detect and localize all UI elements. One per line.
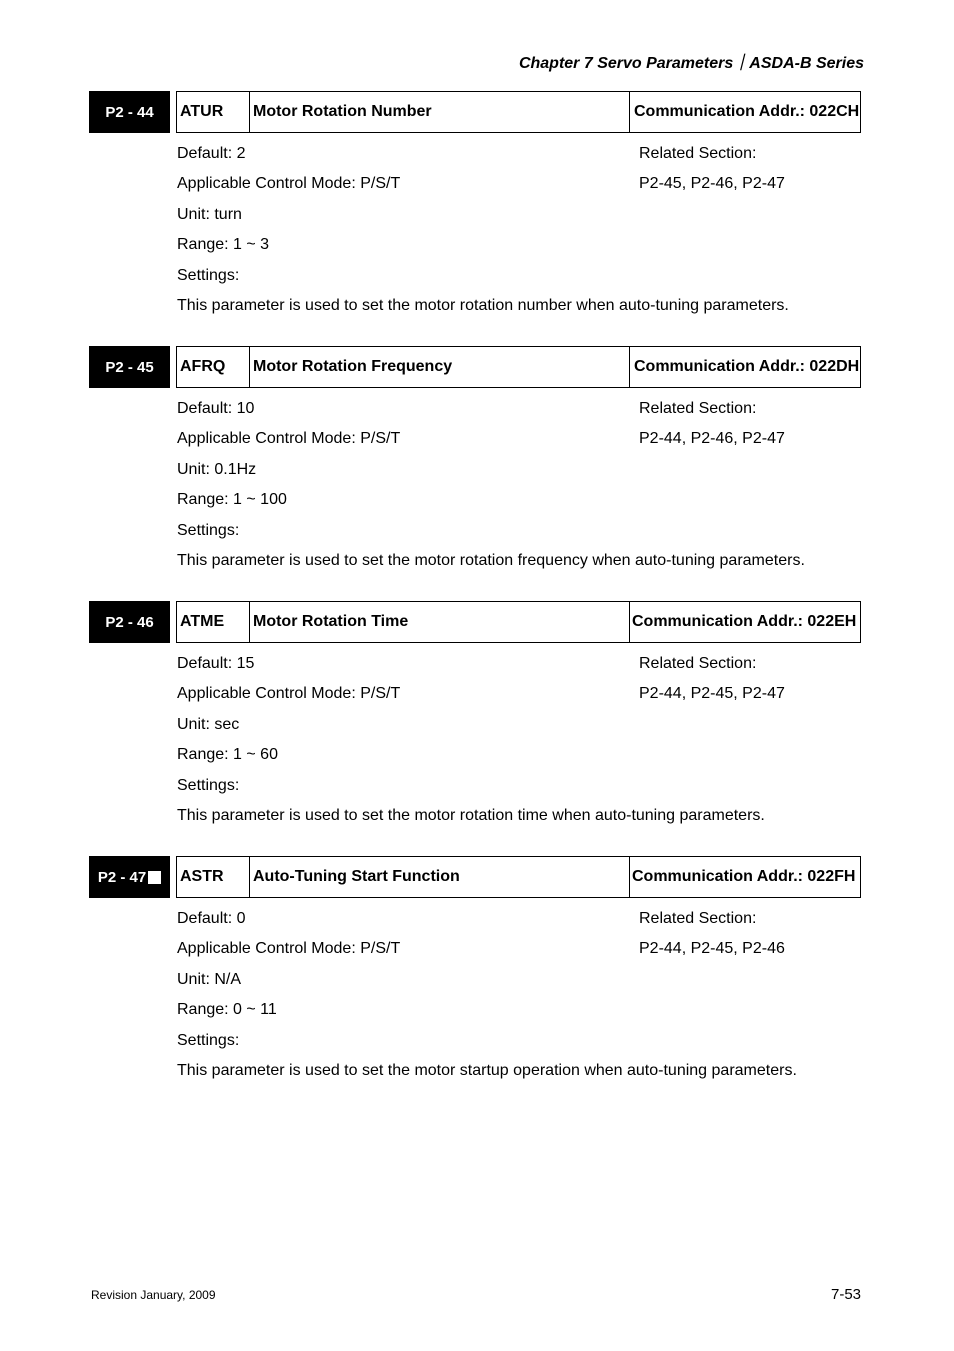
- parameter-comm-addr: Communication Addr.: 022FH: [632, 868, 856, 885]
- range: Range: 1 ~ 100: [177, 491, 287, 508]
- description: This parameter is used to set the motor rotation number when auto-tuning parameters.: [177, 297, 789, 314]
- related-sections: P2-44, P2-45, P2-47: [639, 685, 785, 702]
- parameter-id: P2 - 46: [105, 613, 154, 631]
- default-value: Default: 0: [177, 910, 246, 927]
- parameter-name: Motor Rotation Time: [250, 602, 630, 642]
- parameter-id-badge: [89, 346, 170, 388]
- description: This parameter is used to set the motor rotation time when auto-tuning parameters.: [177, 807, 765, 824]
- parameter-header-table: [176, 601, 861, 643]
- unit: Unit: sec: [177, 716, 240, 733]
- related-section-label: Related Section:: [639, 910, 757, 927]
- parameter-name: Motor Rotation Frequency: [250, 347, 630, 387]
- related-sections: P2-45, P2-46, P2-47: [639, 175, 785, 192]
- settings-label: Settings:: [177, 267, 240, 284]
- page-number: 7-53: [831, 1286, 862, 1303]
- control-mode: Applicable Control Mode: P/S/T: [177, 685, 401, 702]
- parameter-block-p2-45: [0, 346, 954, 586]
- parameter-id: P2 - 44: [105, 103, 154, 121]
- parameter-abbr: ATUR: [177, 92, 250, 132]
- parameter-id-badge: [89, 856, 170, 898]
- parameter-block-p2-46: [0, 601, 954, 841]
- parameter-comm-addr: Communication Addr.: 022DH: [634, 358, 860, 375]
- control-mode: Applicable Control Mode: P/S/T: [177, 175, 401, 192]
- parameter-abbr: ATME: [177, 602, 250, 642]
- unit: Unit: 0.1Hz: [177, 461, 257, 478]
- parameter-comm-addr: Communication Addr.: 022CH: [634, 103, 860, 120]
- default-value: Default: 15: [177, 655, 255, 672]
- parameter-header-table: [176, 856, 861, 898]
- parameter-abbr: ASTR: [177, 857, 250, 897]
- related-sections: P2-44, P2-45, P2-46: [639, 940, 785, 957]
- settings-label: Settings:: [177, 522, 240, 539]
- default-value: Default: 10: [177, 400, 255, 417]
- parameter-header-table: [176, 346, 861, 388]
- parameter-id: P2 - 47: [97, 868, 147, 886]
- parameter-id: P2 - 45: [105, 358, 154, 376]
- related-section-label: Related Section:: [639, 145, 757, 162]
- settings-label: Settings:: [177, 777, 240, 794]
- footer-revision: Revision January, 2009: [91, 1288, 216, 1302]
- square-icon: [148, 871, 161, 884]
- unit: Unit: N/A: [177, 971, 242, 988]
- parameter-comm-addr: Communication Addr.: 022EH: [632, 613, 857, 630]
- parameter-name: Motor Rotation Number: [250, 92, 630, 132]
- description: This parameter is used to set the motor startup operation when auto-tuning parameters.: [177, 1062, 797, 1079]
- parameter-id-badge: [89, 601, 170, 643]
- parameter-name: Auto-Tuning Start Function: [250, 857, 630, 897]
- range: Range: 1 ~ 3: [177, 236, 270, 253]
- description: This parameter is used to set the motor rotation frequency when auto-tuning parameters.: [177, 552, 805, 569]
- unit: Unit: turn: [177, 206, 242, 223]
- related-sections: P2-44, P2-46, P2-47: [639, 430, 785, 447]
- page-header: Chapter 7 Servo Parameters｜ASDA-B Series: [518, 55, 864, 72]
- parameter-id-badge: [89, 91, 170, 133]
- control-mode: Applicable Control Mode: P/S/T: [177, 430, 401, 447]
- range: Range: 0 ~ 11: [177, 1001, 277, 1018]
- related-section-label: Related Section:: [639, 655, 757, 672]
- default-value: Default: 2: [177, 145, 246, 162]
- parameter-block-p2-47: [0, 856, 954, 1096]
- control-mode: Applicable Control Mode: P/S/T: [177, 940, 401, 957]
- parameter-block-p2-44: [0, 91, 954, 331]
- range: Range: 1 ~ 60: [177, 746, 278, 763]
- settings-label: Settings:: [177, 1032, 240, 1049]
- parameter-header-table: [176, 91, 861, 133]
- related-section-label: Related Section:: [639, 400, 757, 417]
- parameter-abbr: AFRQ: [177, 347, 250, 387]
